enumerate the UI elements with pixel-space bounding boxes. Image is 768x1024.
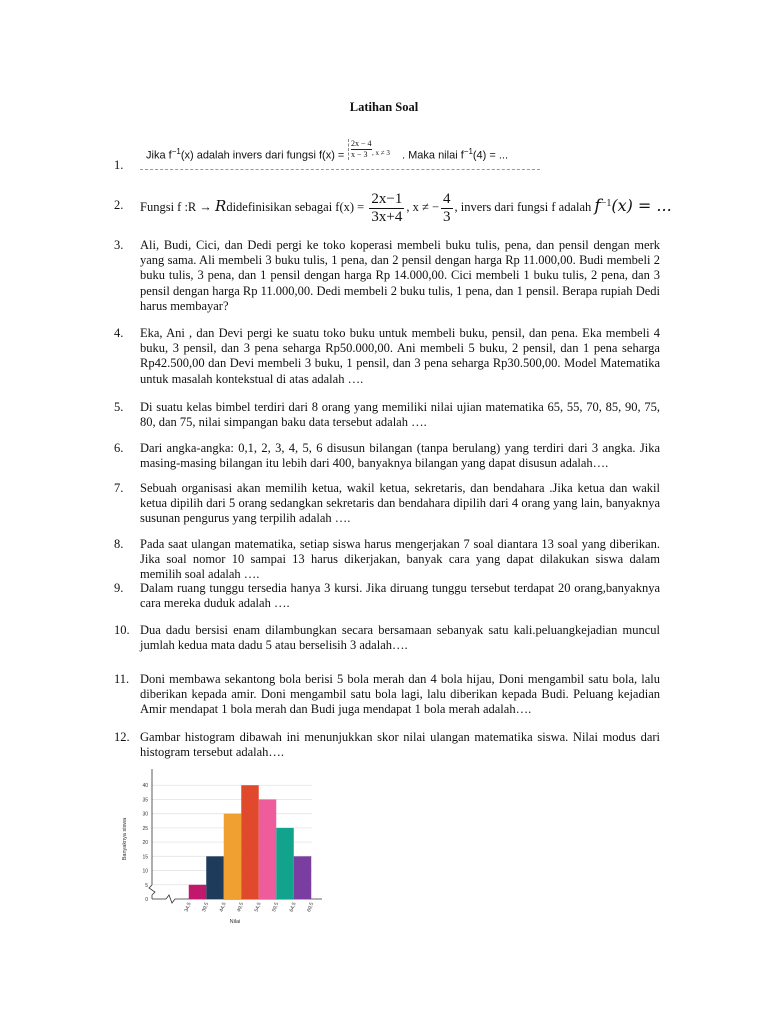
y-tick-label: 40	[142, 783, 148, 790]
y-tick-label: 15	[142, 854, 148, 861]
question-number: 5.	[114, 400, 124, 414]
q1-text-b: (x) adalah invers dari fungsi f(x) =	[180, 149, 345, 162]
question-11	[116, 672, 660, 718]
q1-frac-num: 2x − 4	[351, 139, 372, 148]
question-text: Sebuah organisasi akan memilih ketua, wakil ketua, sekretaris, dan bendahara .Jika ketua dan wakil ketua dipilih dari 5 orang sedangkan sekretaris dan bendahara dipilih dari 4 orang yang lain, banyaknya susunan pengurus yang terpilih adalah ….	[140, 481, 660, 526]
axis-break-icon	[149, 885, 155, 899]
x-tick-label: 39,5	[201, 901, 211, 913]
q2-finv-tail: (x) = ...	[611, 196, 672, 216]
x-tick-label: 59,5	[271, 901, 281, 913]
q2-tail: , invers dari fungsi f adalah	[454, 200, 592, 215]
question-number: 4.	[114, 326, 124, 340]
question-3	[116, 238, 660, 314]
q1-sup-b: −1	[463, 147, 473, 156]
q2-frac-den: 3x+4	[371, 208, 403, 225]
q2-cond-num: 4	[443, 190, 451, 207]
question-number: 11.	[114, 672, 130, 686]
question-number: 8.	[114, 537, 124, 551]
histogram-bar	[276, 828, 294, 899]
q1-fraction	[348, 139, 372, 160]
y-axis-label: Banyaknya siswa	[122, 817, 128, 861]
q2-fraction	[369, 191, 404, 226]
question-text: Pada saat ulangan matematika, setiap siswa harus mengerjakan 7 soal diantara 13 soal yang diberikan. Jika soal nomor 10 sampai 13 harus dikerjakan, banyak cara yang dapat dilakukan siswa dalam memilih soal adalah ….	[140, 537, 660, 582]
arrow-icon: →	[199, 200, 212, 215]
question-text: Di suatu kelas bimbel terdiri dari 8 orang yang memiliki nilai ujian matematika 65, 55, 70, 85, 90, 75, 80, dan 75, nilai simpangan baku data tersebut adalah ….	[140, 400, 660, 430]
question-1-image	[140, 137, 540, 171]
x-axis-label: Nilai	[229, 919, 241, 925]
y-tick-label: 10	[142, 868, 148, 875]
question-number: 10.	[114, 623, 130, 637]
y-tick-label: 20	[142, 840, 148, 847]
q2-R: R	[215, 197, 227, 216]
question-number: 12.	[114, 730, 130, 744]
q1-sup-a: −1	[171, 147, 181, 156]
histogram-chart	[112, 766, 316, 926]
question-6	[116, 441, 660, 471]
question-7	[116, 481, 660, 527]
x-axis-break-icon	[166, 895, 175, 903]
question-text: Doni membawa sekantong bola berisi 5 bola merah dan 4 bola hijau, Doni mengambil satu bola, lalu diberikan kepada amir. Doni mengambil satu bola lagi, lalu diberikan kepada Budi. Peluang kejadian Amir mendapat 1 bola merah dan Budi juga mendapat 1 bola merah adalah….	[140, 672, 660, 717]
q1-text-a: Jika f	[146, 149, 172, 162]
question-text: Dari angka-angka: 0,1, 2, 3, 4, 5, 6 disusun bilangan (tanpa berulang) yang terdiri dari 3 angka. Jika masing-masing bilangan itu lebih dari 400, banyaknya bilangan yang dapat disusun adalah….	[140, 441, 660, 471]
question-number: 2.	[114, 198, 124, 212]
q2-lead: Fungsi f :R	[140, 200, 197, 215]
question-number: 1.	[114, 158, 124, 172]
q2-finv-sup: −1	[600, 198, 612, 209]
y-tick-label: 30	[142, 811, 148, 818]
question-4	[116, 326, 660, 387]
question-8	[116, 537, 660, 583]
question-number: 7.	[114, 481, 124, 495]
histogram-bar	[189, 885, 207, 899]
q1-text-d: f	[460, 149, 464, 162]
q2-frac-num: 2x−1	[371, 190, 403, 207]
question-text: Dua dadu bersisi enam dilambungkan secara bersamaan sebanyak satu kali.peluangkejadian muncul jumlah kedua mata dadu 5 atau berselisih 3 adalah….	[140, 623, 660, 653]
x-tick-label: 49,5	[236, 901, 246, 913]
question-10	[116, 623, 660, 653]
x-tick-label: 34,5	[183, 901, 193, 913]
q1-cond: , x ≠ 3	[372, 149, 390, 157]
question-number: 6.	[114, 441, 124, 455]
x-tick-label: 69,5	[306, 901, 316, 913]
question-number: 9.	[114, 581, 124, 595]
q2-cond-fraction	[441, 191, 453, 226]
q1-frac-den: x − 3	[351, 150, 368, 159]
q2-mid: didefinisikan sebagai f(x) =	[226, 200, 365, 215]
question-12	[116, 730, 660, 760]
x-tick-label: 44,5	[218, 901, 228, 913]
y-tick-label: 35	[142, 797, 148, 804]
question-text: Gambar histogram dibawah ini menunjukkan skor nilai ulangan matematika siswa. Nilai modus dari histogram tersebut adalah….	[140, 730, 660, 760]
histogram-bar	[241, 785, 259, 899]
q2-cond-den: 3	[443, 208, 451, 225]
x-tick-label: 64,5	[288, 901, 298, 913]
question-5	[116, 400, 660, 430]
histogram-bar	[294, 856, 312, 899]
histogram-bar	[224, 814, 242, 899]
q2-finv: f	[594, 196, 601, 217]
q1-text-c: . Maka nilai	[402, 149, 458, 162]
question-9	[116, 581, 660, 611]
page-title: Latihan Soal	[349, 100, 419, 114]
question-text: Dalam ruang tunggu tersedia hanya 3 kursi. Jika diruang tunggu tersebut terdapat 20 orang,banyaknya cara mereka duduk adalah ….	[140, 581, 660, 611]
question-text: Ali, Budi, Cici, dan Dedi pergi ke toko koperasi membeli buku tulis, pena, dan pensil dengan merk yang sama. Ali membeli 3 buku tulis, 1 pena, dan 2 pensil dengan harga Rp 11.000,00. Budi membeli 2 buku tulis, 3 pena, dan 1 pensil dengan harga Rp 14.000,00. Cici membeli 1 buku tulis, 2 pena, dan 3 pensil dengan harga Rp 11.000,00. Dedi membeli 2 buku tulis, 1 pena, dan 1 pensil. Berapa rupiah Dedi harus membayar?	[140, 238, 660, 313]
question-number: 3.	[114, 238, 124, 252]
histogram-bar	[259, 799, 277, 899]
histogram-bar	[206, 856, 224, 899]
y-tick-label: 25	[142, 825, 148, 832]
y-tick-label: 5	[145, 882, 148, 889]
q2-cond: , x ≠ −	[406, 200, 439, 215]
q1-text-e: (4) = ...	[472, 149, 509, 162]
x-tick-label: 54,5	[253, 901, 263, 913]
y-tick-label: 0	[145, 897, 148, 903]
question-text: Eka, Ani , dan Devi pergi ke suatu toko buku untuk membeli buku, pensil, dan pena. Eka membeli 4 buku, 3 pensil, dan 3 pena seharga Rp50.000,00. Ani membeli 5 buku, 2 pensil, dan 1 pena seharga Rp42.500,00 dan Devi membeli 3 buku, 1 pensil, dan 3 pena seharga Rp30.500,00. Model Matematika untuk masalah kontekstual di atas adalah ….	[140, 326, 660, 386]
